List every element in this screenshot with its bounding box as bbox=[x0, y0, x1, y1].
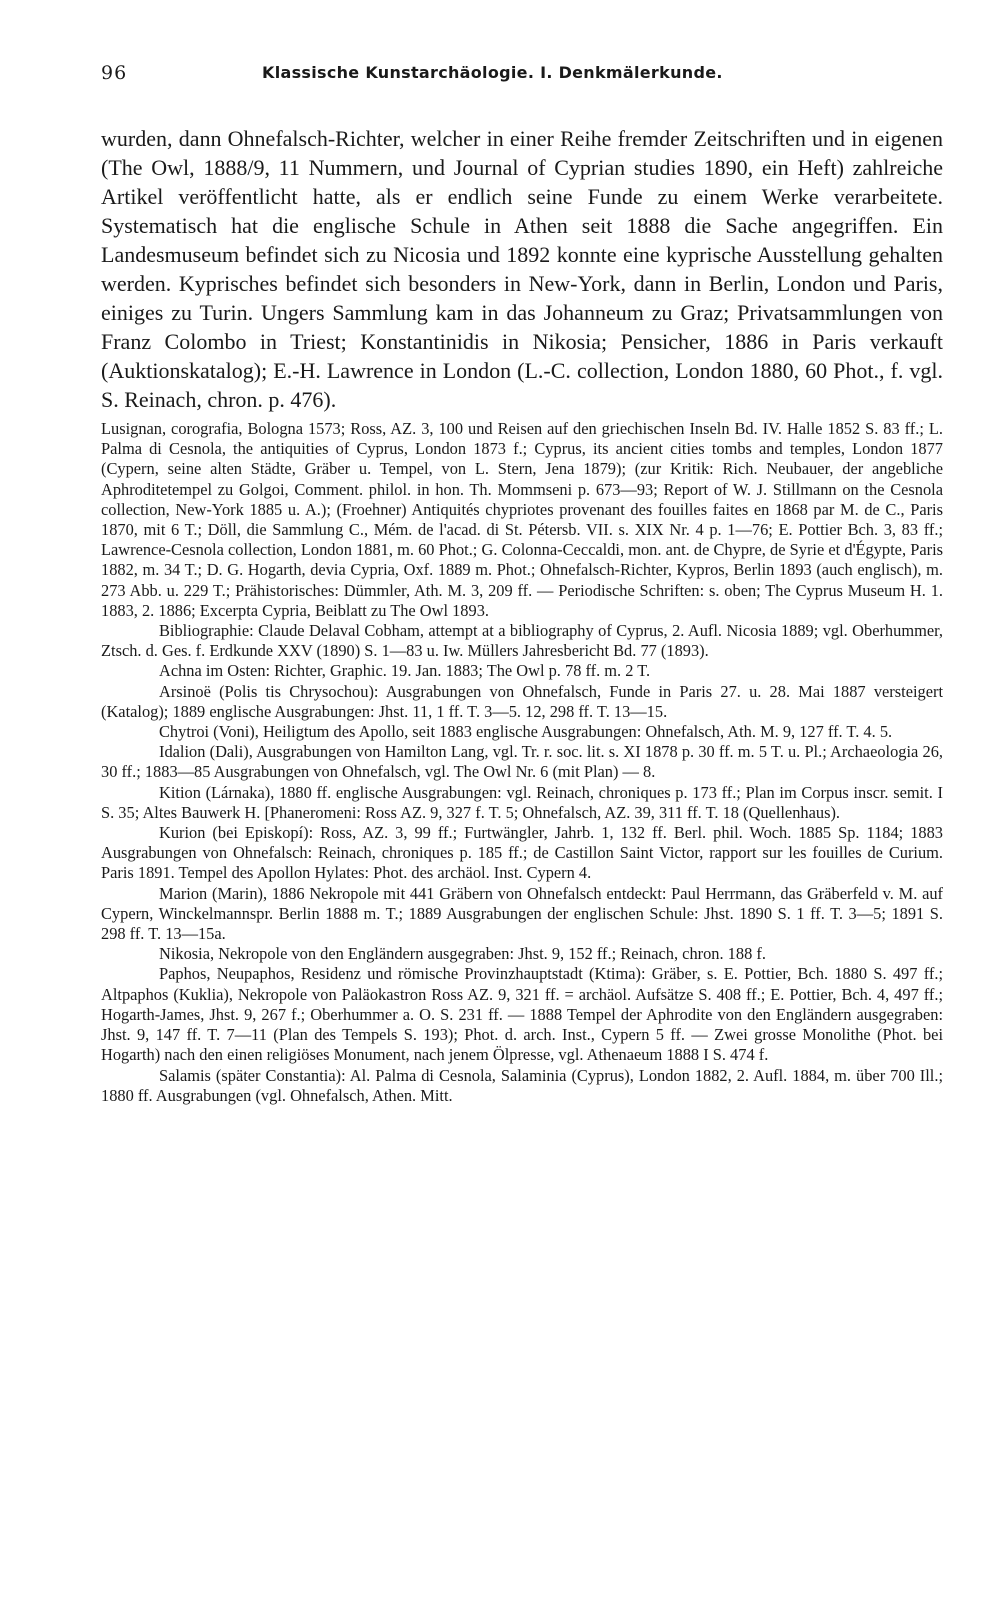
site-entry-nikosia: Nikosia, Nekropole von den Engländern ausgegraben: Jhst. 9, 152 ff.; Reinach, chron. 188 f. bbox=[159, 944, 766, 964]
bibliography-general: Lusignan, corografia, Bologna 1573; Ross, AZ. 3, 100 und Reisen auf den griechischen Inseln Bd. IV. Halle 1852 S. 83 ff.; L. Palma di Cesnola, the antiquities of Cyprus, London 1873 f.; Cyprus, its ancient cities tombs and temples, London 1877 (Cypern, seine alten Städte, Gräber u. Tempel, von L. Stern, Jena 1879); (zur Kritik: Rich. Neubauer, der angebliche Aphroditetempel zu Golgoi, Comment. philol. in hon. Th. Mommseni p. 673—93; Report of W. J. Stillmann on the Cesnola collection, New-York 1885 u. A.); (Froehner) Antiquités chypriotes provenant des fouilles faites en 1868 par M. de C., Paris 1870, mit 6 T.; Döll, die Sammlung C., Mém. de l'acad. di St. Pétersb. VII. s. XIX Nr. 4 p. 1—76; E. Pottier Bch. 3, 83 ff.; Lawrence-Cesnola collection, London 1881, m. 60 Phot.; G. Colonna-Ceccaldi, mon. ant. de Chypre, de Syrie et d'Égypte, Paris 1882, m. 34 T.; D. G. Hogarth, devia Cypria, Oxf. 1889 m. Phot.; Ohnefalsch-Richter, Kypros, Berlin 1893 (auch englisch), m. 273 Abb. u. 229 T.; Prähistorisches: Dümmler, Ath. M. 3, 209 ff. — Periodische Schriften: s. oben; The Cyprus Museum H. 1. 1883, 2. 1886; Excerpta Cypria, Beiblatt zu The Owl 1893. bbox=[101, 419, 943, 620]
main-paragraph: wurden, dann Ohnefalsch-Richter, welcher in einer Reihe fremder Zeitschriften und in eigenen (The Owl, 1888/9, 11 Nummern, und Journal of Cyprian studies 1890, ein Heft) zahlreiche Artikel veröffentlicht hatte, als er endlich seine Funde zu einem Werke verarbeitete. Systematisch hat die englische Schule in Athen seit 1888 die Sache angegriffen. Ein Landesmuseum befindet sich zu Nicosia und 1892 konnte eine kyprische Ausstellung gehalten werden. Kyprisches befindet sich besonders in New-York, dann in Berlin, London und Paris, einiges zu Turin. Ungers Sammlung kam in das Johanneum zu Graz; Privatsammlungen von Franz Colombo in Triest; Konstantinidis in Nikosia; Pensicher, 1886 in Paris verkauft (Auktionskatalog); E.-H. Lawrence in London (L.-C. collection, London 1880, 60 Phot., f. vgl. S. Reinach, chron. p. 476). bbox=[101, 126, 943, 412]
site-entry-kition: Kition (Lárnaka), 1880 ff. englische Ausgrabungen: vgl. Reinach, chroniques p. 173 ff.; Plan im Corpus inscr. semit. I S. 35; Altes Bauwerk H. [Phaneromeni: Ross AZ. 9, 327 f. T. 5; Ohnefalsch, AZ. 39, 311 ff. T. 18 (Quellenhaus). bbox=[101, 782, 943, 822]
site-entry-marion: Marion (Marin), 1886 Nekropole mit 441 Gräbern von Ohnefalsch entdeckt: Paul Herrmann, das Gräberfeld v. M. auf Cypern, Winckelmannspr. Berlin 1888 m. T.; 1889 Ausgrabungen der englischen Schule: Jhst. 1890 S. 1 ff. T. 3—5; 1891 S. 298 ff. T. 13—15a. bbox=[101, 883, 943, 944]
running-head: Klassische Kunstarchäologie. I. Denkmälerkunde. bbox=[262, 63, 723, 82]
site-entry-achna: Achna im Osten: Richter, Graphic. 19. Jan. 1883; The Owl p. 78 ff. m. 2 T. bbox=[159, 661, 651, 681]
site-entry-paphos: Paphos, Neupaphos, Residenz und römische Provinzhauptstadt (Ktima): Gräber, s. E. Pottier, Bch. 1880 S. 497 ff.; Altpaphos (Kuklia), Nekropole von Paläokastron Ross AZ. 9, 321 ff. = archäol. Aufsätze S. 408 ff.; E. Pottier, Bch. 4, 497 ff.; Hogarth-James, Jhst. 9, 267 f.; Oberhummer a. O. S. 231 ff. — 1888 Tempel der Aphrodite von den Engländern ausgegraben: Jhst. 9, 147 ff. T. 7—11 (Plan des Tempels S. 193); Phot. d. arch. Inst., Cypern 5 ff. — Zwei grosse Monolithe (Phot. bei Hogarth) nach den einen religiöses Monument, nach jenem Ölpresse, vgl. Athenaeum 1888 I S. 474 f. bbox=[101, 964, 943, 1065]
bibliography-cobham: Bibliographie: Claude Delaval Cobham, attempt at a bibliography of Cyprus, 2. Aufl. Nicosia 1889; vgl. Oberhummer, Ztsch. d. Ges. f. Erdkunde XXV (1890) S. 1—83 u. Iw. Müllers Jahresbericht Bd. 77 (1893). bbox=[101, 621, 943, 661]
site-entry-chytroi: Chytroi (Voni), Heiligtum des Apollo, seit 1883 englische Ausgrabungen: Ohnefalsch, Ath. M. 9, 127 ff. T. 4. 5. bbox=[159, 722, 893, 742]
page-body bbox=[101, 124, 943, 1106]
site-entry-arsinoe: Arsinoë (Polis tis Chrysochou): Ausgrabungen von Ohnefalsch, Funde in Paris 27. u. 28. Mai 1887 versteigert (Katalog); 1889 englische Ausgrabungen: Jhst. 11, 1 ff. T. 3—5. 12, 298 ff. T. 13—15. bbox=[101, 681, 943, 721]
site-entry-kurion: Kurion (bei Episkopí): Ross, AZ. 3, 99 ff.; Furtwängler, Jahrb. 1, 132 ff. Berl. phil. Woch. 1885 Sp. 1184; 1883 Ausgrabungen von Ohnefalsch: Reinach, chroniques p. 185 ff.; de Castillon Saint Victor, rapport sur les fouilles de Curium. Paris 1891. Tempel des Apollon Hylates: Phot. des archäol. Inst. Cypern 4. bbox=[101, 823, 943, 883]
site-entry-salamis: Salamis (später Constantia): Al. Palma di Cesnola, Salaminia (Cyprus), London 1882, 2. Aufl. 1884, m. über 700 Ill.; 1880 ff. Ausgrabungen (vgl. Ohnefalsch, Athen. Mitt. bbox=[101, 1065, 943, 1105]
page-number: 96 bbox=[101, 62, 128, 84]
site-entry-idalion: Idalion (Dali), Ausgrabungen von Hamilton Lang, vgl. Tr. r. soc. lit. s. XI 1878 p. 30 ff. m. 5 T. u. Pl.; Archaeologia 26, 30 ff.; 1883—85 Ausgrabungen von Ohnefalsch, vgl. The Owl Nr. 6 (mit Plan) — 8. bbox=[101, 742, 943, 782]
page-header bbox=[101, 62, 943, 92]
